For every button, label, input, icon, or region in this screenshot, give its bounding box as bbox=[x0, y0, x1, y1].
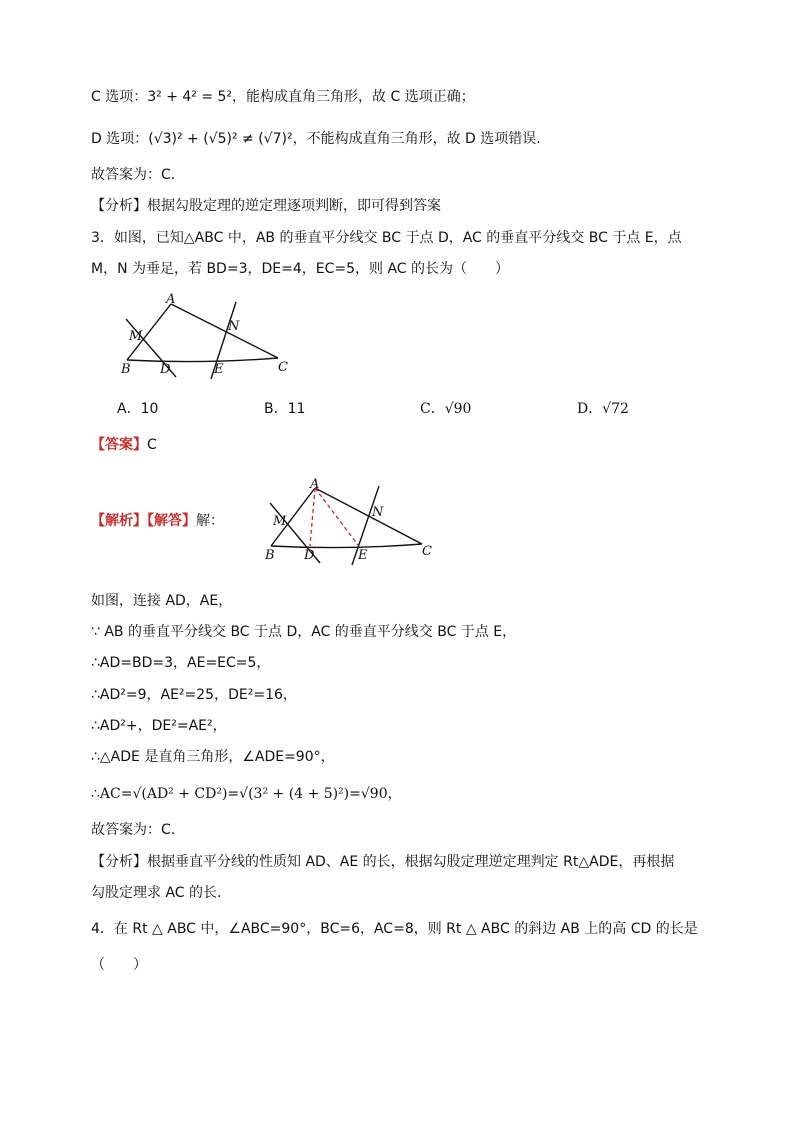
analysis-line-2: 勾股定理求 AC 的长. bbox=[91, 885, 222, 901]
step-6: ∴△ADE 是直角三角形，∠ADE=90°， bbox=[91, 749, 335, 765]
option-a: A．10 bbox=[117, 401, 159, 417]
line-option-d: D 选项：(√3)² + (√5)² ≠ (√7)²，不能构成直角三角形，故 D 选项错误. bbox=[91, 131, 541, 147]
label-m: M bbox=[129, 329, 143, 344]
question-3-line1: 3．如图，已知△ABC 中，AB 的垂直平分线交 BC 于点 D，AC 的垂直平分线交 BC 于点 E，点 bbox=[91, 230, 682, 246]
solution-tag: 【解析】【解答】 bbox=[91, 513, 196, 529]
label-d: D bbox=[304, 548, 315, 563]
label-n: N bbox=[228, 319, 240, 334]
label-c: C bbox=[422, 544, 432, 559]
answer-value: C bbox=[147, 437, 157, 453]
label-n: N bbox=[372, 505, 384, 520]
figure-triangle-1 bbox=[118, 292, 298, 384]
label-b: B bbox=[265, 548, 275, 563]
step-3: ∴AD=BD=3，AE=EC=5， bbox=[91, 655, 271, 671]
solution-header bbox=[91, 511, 224, 531]
figure-triangle-2 bbox=[262, 478, 442, 570]
question-4-line2: （ ） bbox=[91, 957, 147, 973]
label-b: B bbox=[121, 362, 131, 377]
analysis-line: 【分析】根据勾股定理的逆定理逐项判断，即可得到答案 bbox=[91, 198, 441, 214]
option-b: B．11 bbox=[264, 401, 306, 417]
final-answer: 故答案为：C. bbox=[91, 822, 176, 838]
question-3-line2: M，N 为垂足，若 BD=3，DE=4，EC=5，则 AC 的长为（ ） bbox=[91, 261, 510, 277]
dashed-ad bbox=[310, 488, 315, 546]
step-5: ∴AD²+，DE²=AE²， bbox=[91, 718, 227, 734]
step-1: 如图，连接 AD，AE， bbox=[91, 593, 233, 609]
step-4: ∴AD²=9，AE²=25，DE²=16， bbox=[91, 687, 297, 703]
line-option-c: C 选项：3² + 4² = 5²，能构成直角三角形，故 C 选项正确； bbox=[91, 89, 475, 105]
label-d: D bbox=[160, 362, 171, 377]
solution-suffix: 解： bbox=[196, 513, 224, 529]
label-m: M bbox=[273, 514, 287, 529]
side-ac bbox=[171, 304, 278, 358]
label-a: A bbox=[310, 477, 320, 492]
label-e: E bbox=[358, 548, 368, 563]
answer-block bbox=[91, 435, 157, 455]
step-7: ∴AC=√(AD² + CD²)=√(3² + (4 + 5)²)=√90， bbox=[91, 786, 402, 802]
answer-line: 故答案为：C. bbox=[91, 167, 176, 183]
analysis-line-1: 【分析】根据垂直平分线的性质知 AD、AE 的长，根据勾股定理逆定理判定 Rt△ADE，再根据 bbox=[91, 854, 675, 870]
option-d: D．√72 bbox=[577, 401, 629, 417]
question-4-line1: 4．在 Rt △ ABC 中，∠ABC=90°，BC=6，AC=8，则 Rt △ ABC 的斜边 AB 上的高 CD 的长是 bbox=[91, 921, 698, 937]
label-e: E bbox=[214, 362, 224, 377]
side-bc bbox=[127, 358, 278, 362]
answer-tag: 【答案】 bbox=[91, 437, 147, 453]
label-c: C bbox=[278, 360, 288, 375]
side-bc bbox=[271, 544, 422, 548]
step-2: ∵ AB 的垂直平分线交 BC 于点 D，AC 的垂直平分线交 BC 于点 E， bbox=[91, 624, 517, 640]
option-c: C．√90 bbox=[420, 401, 472, 417]
label-a: A bbox=[166, 292, 176, 307]
dashed-ae bbox=[315, 488, 358, 545]
